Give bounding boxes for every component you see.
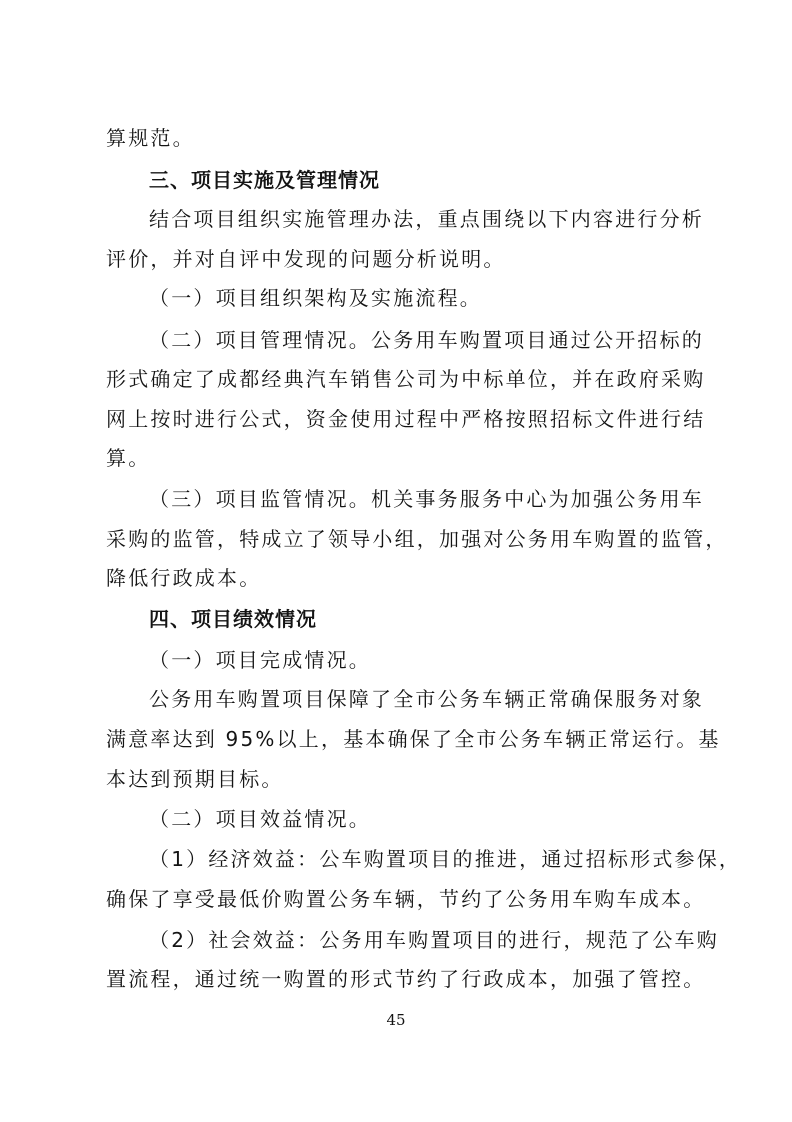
text-line: （2）社会效益：公务用车购置项目的进行，规范了公车购 [149, 928, 719, 952]
text-line: （二）项目管理情况。公务用车购置项目通过公开招标的 [149, 328, 704, 352]
text-line: 形式确定了成都经典汽车销售公司为中标单位，并在政府采购 [106, 367, 706, 391]
text-line: （一）项目完成情况。 [149, 648, 371, 672]
text-line: 本达到预期目标。 [106, 767, 284, 791]
text-line: 算。 [106, 446, 151, 470]
text-line: 结合项目组织实施管理办法，重点围绕以下内容进行分析 [149, 207, 704, 231]
text-line: （三）项目监管情况。机关事务服务中心为加强公务用车 [149, 487, 704, 511]
text-line: （一）项目组织架构及实施流程。 [149, 286, 482, 310]
text-line: 网上按时进行公式，资金使用过程中严格按照招标文件进行结 [106, 407, 706, 431]
text-line: 采购的监管，特成立了领导小组，加强对公务用车购置的监管， [106, 527, 728, 551]
text-line: 评价，并对自评中发现的问题分析说明。 [106, 247, 506, 271]
text-line: （1）经济效益：公车购置项目的推进，通过招标形式参保， [149, 847, 742, 871]
section-heading-4: 四、项目绩效情况 [149, 607, 317, 631]
text-line: 满意率达到 95%以上，基本确保了全市公务车辆正常运行。基 [106, 727, 721, 751]
text-line: 公务用车购置项目保障了全市公务车辆正常确保服务对象 [149, 687, 704, 711]
section-heading-3: 三、项目实施及管理情况 [149, 168, 380, 192]
text-line: （二）项目效益情况。 [149, 807, 371, 831]
text-line: 置流程，通过统一购置的形式节约了行政成本，加强了管控。 [106, 967, 706, 991]
text-line: 降低行政成本。 [106, 566, 262, 590]
page-number: 45 [386, 1011, 406, 1029]
text-line: 算规范。 [106, 126, 195, 150]
text-line: 确保了享受最低价购置公务车辆，节约了公务用车购车成本。 [106, 887, 706, 911]
